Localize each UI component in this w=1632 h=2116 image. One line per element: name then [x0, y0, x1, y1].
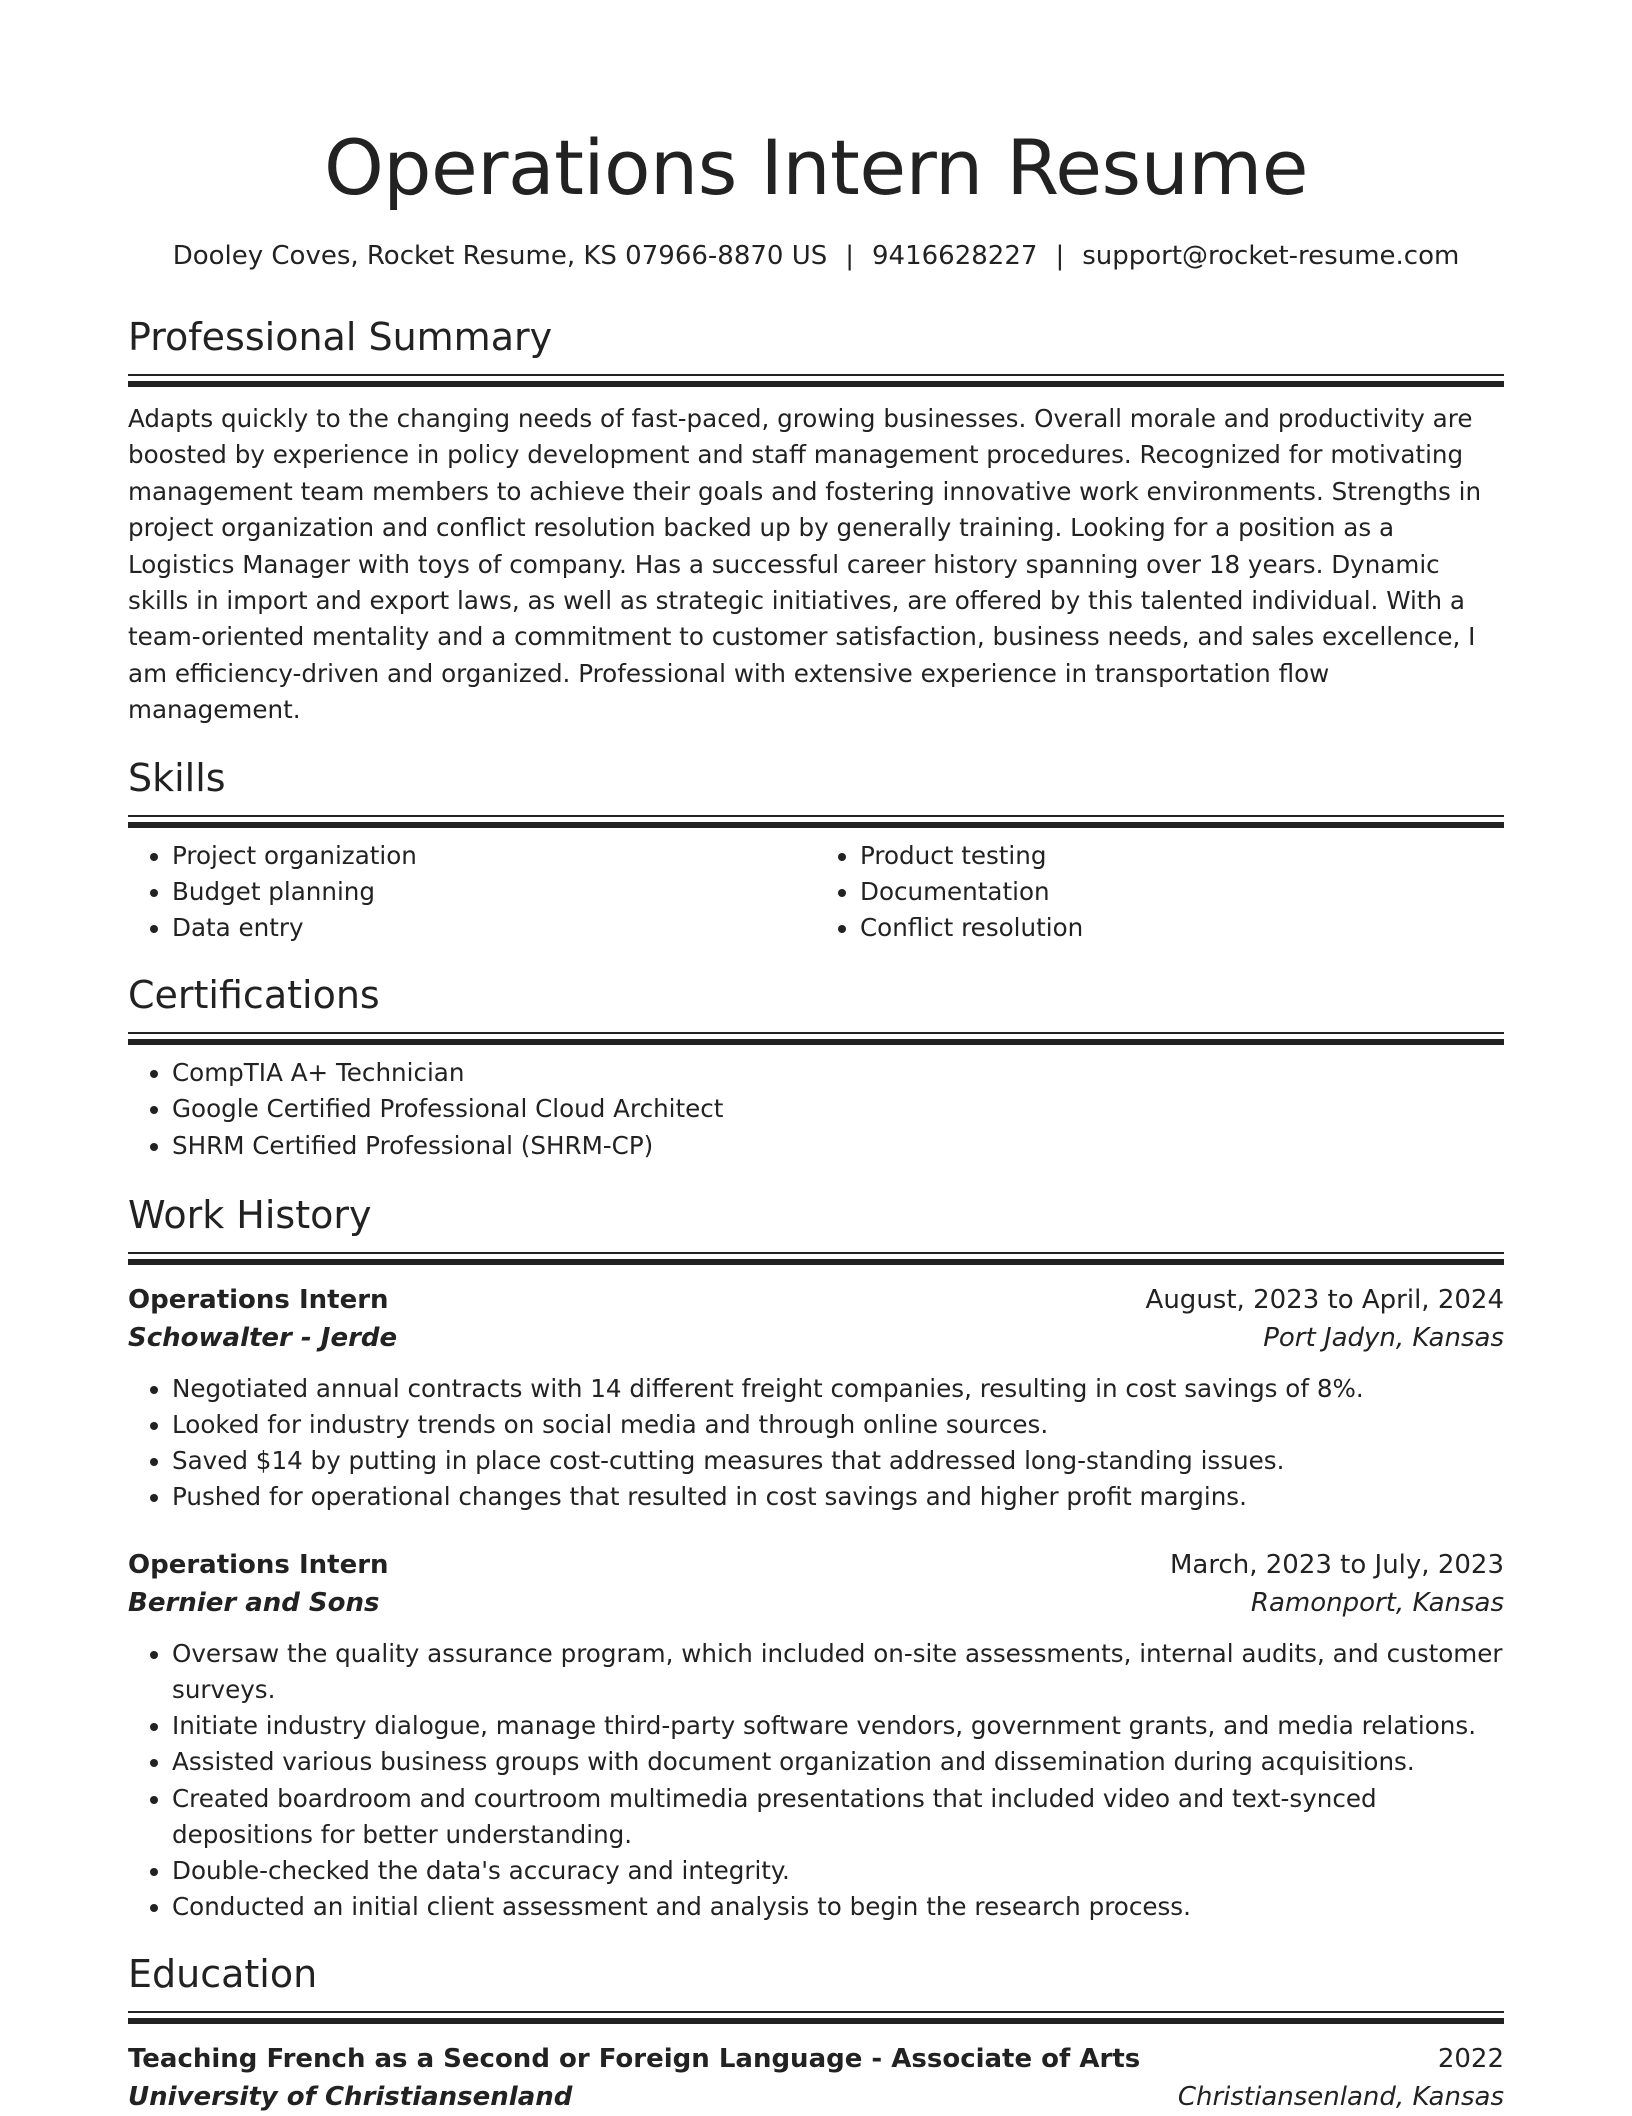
- job-location: Ramonport, Kansas: [1250, 1587, 1504, 1618]
- skills-list-right: [816, 838, 1504, 947]
- contact-phone: 9416628227: [872, 241, 1038, 271]
- skill-item: • Project organization: [172, 838, 816, 874]
- section-divider: [128, 1252, 1504, 1265]
- skill-item: • Product testing: [860, 838, 1504, 874]
- certification-item: • CompTIA A+ Technician: [172, 1055, 1504, 1091]
- skills-columns: [128, 838, 1504, 947]
- job-bullet: • Pushed for operational changes that resulted in cost savings and higher profit margins.: [172, 1479, 1504, 1515]
- work-history-heading: Work History: [128, 1192, 372, 1237]
- certifications-section: [128, 970, 1504, 1164]
- job-title: Operations Intern: [128, 1284, 389, 1315]
- section-divider: [128, 2011, 1504, 2024]
- work-history-section: [128, 1190, 1504, 1925]
- job-bullet: • Conducted an initial client assessment and analysis to begin the research process.: [172, 1889, 1504, 1925]
- job-subheader: [128, 1319, 1504, 1357]
- job-bullet: • Assisted various business groups with document organization and dissemination during acquisitions.: [172, 1744, 1504, 1780]
- skill-item: • Conflict resolution: [860, 910, 1504, 946]
- job-dates: August, 2023 to April, 2024: [1145, 1284, 1504, 1315]
- section-divider: [128, 374, 1504, 387]
- contact-email: support@rocket-resume.com: [1082, 241, 1460, 271]
- job-dates: March, 2023 to July, 2023: [1169, 1549, 1504, 1580]
- education-section: [128, 1949, 1504, 2116]
- job-bullet: • Looked for industry trends on social media and through online sources.: [172, 1407, 1504, 1443]
- contact-separator: |: [1055, 241, 1065, 271]
- job-location: Port Jadyn, Kansas: [1263, 1322, 1504, 1353]
- education-subheader: [128, 2078, 1504, 2116]
- resume-page: [128, 0, 1504, 2116]
- resume-title: Operations Intern Resume: [323, 123, 1309, 212]
- education-degree: Teaching French as a Second or Foreign Language - Associate of Arts: [128, 2044, 1141, 2075]
- education-entry: [128, 2040, 1504, 2116]
- summary-text: Adapts quickly to the changing needs of fast-paced, growing businesses. Overall morale and productivity are boosted by experience in policy development and staff management procedures. Recognized for motivating management team members to achieve their goals and fostering innovative work environments. Strengths in project organization and conflict resolution backed up by generally training. Looking for a position as a Logistics Manager with toys of company. Has a successful career history spanning over 18 years. Dynamic skills in import and export laws, as well as strategic initiatives, are offered by this talented individual. With a team-oriented mentality and a commitment to customer satisfaction, business needs, and sales excellence, I am efficiency-driven and organized. Professional with extensive experience in transportation flow management.: [128, 404, 1482, 725]
- job-bullet: • Created boardroom and courtroom multimedia presentations that included video and text-synced depositions for better understanding.: [172, 1781, 1504, 1853]
- job-header: [128, 1546, 1504, 1584]
- contact-address: Dooley Coves, Rocket Resume, KS 07966-8870 US: [172, 241, 828, 271]
- job-bullet: • Oversaw the quality assurance program, which included on-site assessments, internal audits, and customer surveys.: [172, 1636, 1504, 1708]
- job-company: Bernier and Sons: [128, 1587, 380, 1618]
- certification-item: • Google Certified Professional Cloud Architect: [172, 1091, 1504, 1127]
- contact-line: [128, 238, 1504, 274]
- job-subheader: [128, 1584, 1504, 1622]
- summary-section: [128, 312, 1504, 729]
- job-title: Operations Intern: [128, 1549, 389, 1580]
- certification-item: • SHRM Certified Professional (SHRM-CP): [172, 1128, 1504, 1164]
- skill-item: • Documentation: [860, 874, 1504, 910]
- skill-item: • Data entry: [172, 910, 816, 946]
- skill-item: • Budget planning: [172, 874, 816, 910]
- job-bullet: • Saved $14 by putting in place cost-cutting measures that addressed long-standing issues.: [172, 1443, 1504, 1479]
- job-bullet: • Double-checked the data's accuracy and integrity.: [172, 1853, 1504, 1889]
- section-divider: [128, 1032, 1504, 1045]
- contact-separator: |: [845, 241, 855, 271]
- job-bullet: • Negotiated annual contracts with 14 different freight companies, resulting in cost savings of 8%.: [172, 1371, 1504, 1407]
- job-entry: [128, 1281, 1504, 1516]
- skills-heading: Skills: [128, 755, 226, 800]
- job-header: [128, 1281, 1504, 1319]
- skills-section: [128, 753, 1504, 947]
- education-heading: Education: [128, 1952, 318, 1997]
- job-bullets: [128, 1636, 1504, 1926]
- education-school: University of Christiansenland: [128, 2082, 573, 2113]
- job-bullet: • Initiate industry dialogue, manage third-party software vendors, government grants, and media relations.: [172, 1708, 1504, 1744]
- certifications-heading: Certifications: [128, 973, 380, 1018]
- education-year: 2022: [1437, 2044, 1504, 2075]
- summary-heading: Professional Summary: [128, 315, 553, 359]
- job-entry: [128, 1546, 1504, 1926]
- skills-list-left: [128, 838, 816, 947]
- section-divider: [128, 815, 1504, 828]
- certifications-list: [128, 1055, 1504, 1164]
- education-header: [128, 2040, 1504, 2078]
- job-bullets: [128, 1371, 1504, 1516]
- job-company: Schowalter - Jerde: [128, 1322, 398, 1353]
- education-location: Christiansenland, Kansas: [1177, 2082, 1504, 2113]
